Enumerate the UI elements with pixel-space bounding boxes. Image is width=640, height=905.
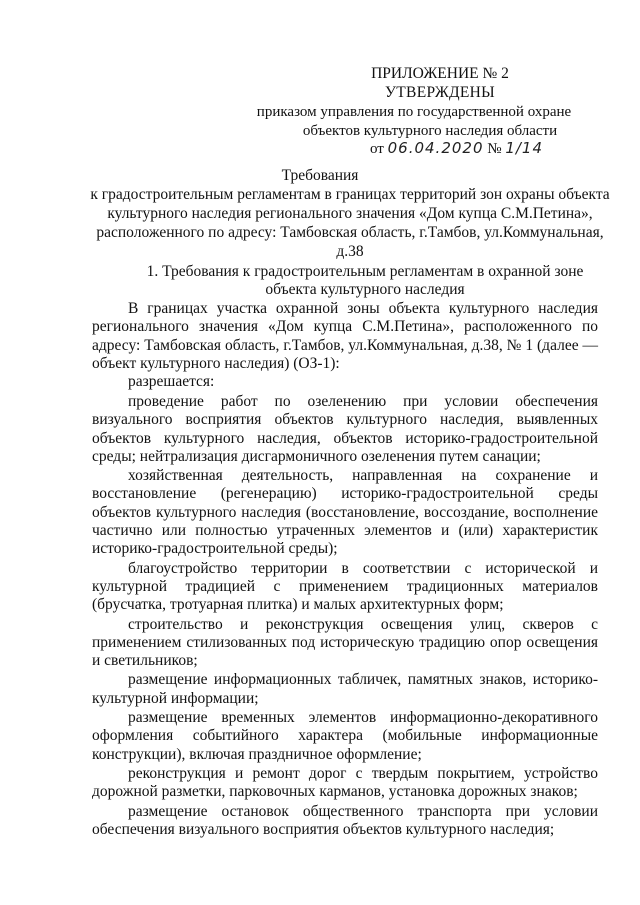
appendix-number: ПРИЛОЖЕНИЕ № 2 — [371, 65, 509, 82]
permitted-items-list — [92, 393, 598, 840]
list-item: размещение временных элементов информационно-декоративного оформления событийного характера (мобильные информационные конструкции), включая праздничное оформление; — [92, 709, 598, 763]
list-item: реконструкция и ремонт дорог с твердым покрытием, устройство дорожной разметки, парковочных карманов, установка дорожных знаков; — [92, 764, 598, 801]
intro-paragraph — [92, 300, 598, 373]
list-item: проведение работ по озеленению при условии обеспечения визуального восприятия объектов культурного наследия, выявленных объектов культурного наследия, объектов историко-градостроительной среды; нейтрализация дисгармоничного озеленения путем санации; — [92, 393, 598, 465]
order-line-2: объектов культурного наследия области — [302, 123, 558, 139]
list-item: размещение информационных табличек, памятных знаков, историко-культурной информации; — [92, 671, 598, 707]
date-prefix: от — [370, 141, 384, 157]
approved-label: УТВЕРЖДЕНЫ — [385, 84, 495, 101]
document-subtitle: к градостроительным регламентам в границах территорий зон охраны объекта культурного наследия регионального значения «Дом купца С.М.Петина», расположенного по адресу: Тамбовская область, г.Тамбов, ул.Коммунальная, д.38 — [90, 186, 610, 260]
list-item: благоустройство территории в соответствии с исторической и культурной традицией с применением традиционных материалов (брусчатка, тротуарная плитка) и малых архитектурных форм; — [92, 559, 598, 614]
handwritten-number: 1/14 — [505, 139, 543, 157]
intro-text: В границах участка охранной зоны объекта культурного наследия регионального значения «Дом купца С.М.Петина», расположенного по адресу: Тамбовская область, г.Тамбов, ул.Коммунальная, д.38, № 1 (далее — объект культурного наследия) (ОЗ-1): — [92, 300, 598, 372]
order-date-line — [370, 138, 543, 159]
list-item: размещение остановок общественного транспорта при условии обеспечения визуального восприятия объектов культурного наследия; — [92, 802, 598, 838]
document-title: Требования — [281, 167, 359, 184]
order-line-1: приказом управления по государственной охране — [256, 104, 572, 120]
list-item: строительство и реконструкция освещения улиц, скверов с применением стилизованных под историческую традицию опор освещения и светильников; — [92, 615, 598, 670]
handwritten-date: 06.04.2020 — [387, 139, 484, 157]
permitted-label: разрешается: — [128, 373, 215, 390]
list-item: хозяйственная деятельность, направленная на сохранение и восстановление (регенерацию) историко-градостроительной среды объектов культурного наследия (восстановление, воссоздание, восполнение частично или полностью утраченных элементов и (или) характеристик историко-градостроительной среды); — [92, 467, 598, 558]
section-heading: 1. Требования к градостроительным регламентам в охранной зоне объекта культурного наследия — [146, 263, 584, 298]
number-prefix: № — [487, 141, 502, 157]
